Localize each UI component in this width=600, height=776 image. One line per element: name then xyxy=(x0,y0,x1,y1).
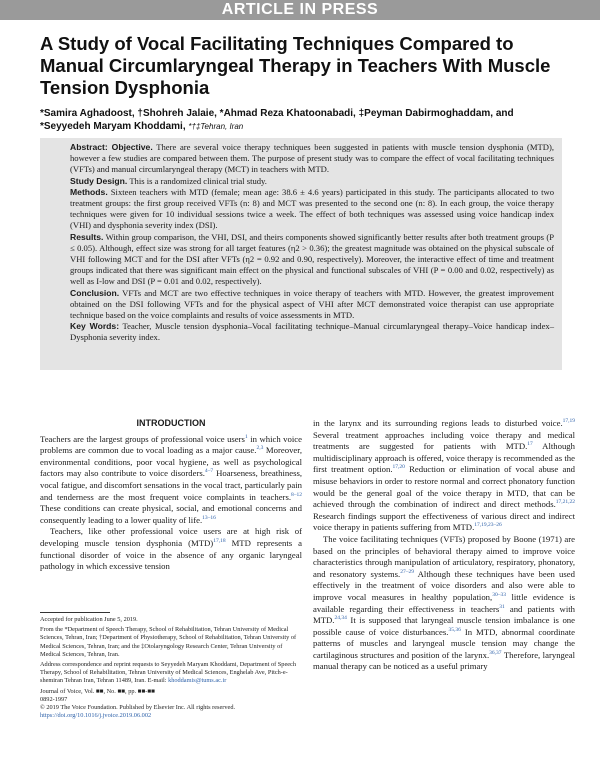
citation-superscript[interactable]: 31 xyxy=(499,603,505,610)
citation-superscript[interactable]: 2,3 xyxy=(256,445,264,452)
citation-superscript[interactable]: 17,21,22 xyxy=(555,499,575,506)
text-run: in the larynx and its surrounding regions leads to disturbed voice. xyxy=(313,418,563,428)
footnotes xyxy=(40,616,302,720)
intro-paragraph-4 xyxy=(313,534,575,673)
citation-superscript[interactable]: 4–7 xyxy=(204,468,214,475)
abstract-objective-label: Abstract: Objective. xyxy=(70,142,153,152)
article-title: A Study of Vocal Facilitating Techniques Compared to Manual Circumlaryngeal Therapy in Teachers With Muscle Tension Dysphonia xyxy=(40,33,551,98)
introduction-heading: INTRODUCTION xyxy=(136,418,206,428)
footnote-issn: 0892-1997 xyxy=(40,695,68,703)
text-run: Research findings support the effectiveness of various direct and indirect voice therapy in patients suffering from MTD. xyxy=(313,510,575,533)
abstract-design xyxy=(70,176,554,187)
citation-superscript[interactable]: 30–33 xyxy=(492,592,506,599)
footnote-divider xyxy=(40,612,110,613)
abstract-results xyxy=(70,232,554,288)
abstract-methods-text: Sixteen teachers with MTD (female; mean age: 38.6 ± 4.6 years) participated in this study. The participants allocated to two treatment groups: the first group received VFTs (n: 8) and MCT was presented to the second one (n: 8). In each group, the voice therapy techniques were given for 10 individual sessions twice a week. The effect of both techniques was assessed using voice handicap index (VHI) and dysphonia severity index (DSI). xyxy=(70,186,554,231)
intro-paragraph-1 xyxy=(40,434,302,527)
footnote-address-text: Address correspondence and reprint requests to Seyyedeh Maryam Khoddami, Department of Speech Therapy, School of Rehabilitation, Tehran University of Medical Sciences, Enghelab Ave, Pitch-e-shemiran Tehran Iran, Tehran 11489, Iran. xyxy=(40,661,296,685)
text-run: Teachers are the largest groups of professional voice users xyxy=(40,433,245,444)
citation-superscript[interactable]: 13–16 xyxy=(202,514,216,521)
author-line-2-names: *Seyyedeh Maryam Khoddami, xyxy=(40,121,186,132)
abstract-methods xyxy=(70,187,554,232)
text-run: Hoarseness, breathiness, vocal fatigue, and discomfort sensations in the vocal tract, particularly pain and tenderness are the most frequent voice complaints in teachers. xyxy=(40,468,302,502)
footnote-accepted: Accepted for publication June 5, 2019. xyxy=(40,616,138,623)
citation-superscript[interactable]: 8–12 xyxy=(291,491,302,498)
abstract-keywords-text: Teacher, Muscle tension dysphonia–Vocal facilitating technique–Manual circumlaryngeal therapy–Voice handicap index–Dysphonia severity index. xyxy=(70,321,554,343)
text-run: In MTD, abnormal coordinate patterns of muscles and laryngeal muscle tension may change the cartilaginous structures and position of the larynx. xyxy=(313,626,576,660)
abstract-results-label: Results. xyxy=(70,231,104,242)
text-run: Several treatment approaches including voice therapy and medical treatments are suggested for patients with MTD. xyxy=(313,429,575,452)
citation-superscript[interactable]: 35,36 xyxy=(448,626,461,633)
citation-superscript[interactable]: 17,19 xyxy=(562,418,575,425)
abstract-keywords xyxy=(70,321,554,343)
citation-superscript[interactable]: 27–29 xyxy=(400,568,414,575)
footnote-email-link[interactable]: khoddamis@tums.ac.ir xyxy=(168,677,227,685)
text-run: Therefore, laryngeal manual therapy can be noticed as a useful primary xyxy=(313,649,576,672)
text-run: in which voice problems are common due to vocal loading as a major cause. xyxy=(40,433,302,456)
footnote-affiliations: From the *Department of Speech Therapy, School of Rehabilitation, Tehran University of Medical Sciences, Tehran, Iran; †Department of Physiotherapy, School of Rehabilitation, Tehran University of Medical Sciences, Tehran, Iran; and the ‡Otolaryngology Research Center, Tehran University of Medical Sciences, Tehran, Iran. xyxy=(40,626,297,658)
citation-superscript[interactable]: 17,18 xyxy=(213,538,226,545)
intro-paragraph-2 xyxy=(40,526,302,572)
footnote-doi-link[interactable]: https://doi.org/10.1016/j.jvoice.2019.06.002 xyxy=(40,712,152,720)
citation-superscript[interactable]: 17,19,23–26 xyxy=(474,522,502,529)
footnote-journal xyxy=(40,688,302,721)
footnote-email-label: E-mail: xyxy=(147,677,167,685)
author-list xyxy=(40,107,570,133)
text-run: Although multidisciplinary approach is offered, voice therapy is recommended as the first treatment option. xyxy=(313,441,575,475)
author-line-1: *Samira Aghadoost, †Shohreh Jalaie, *Ahmad Reza Khatoonabadi, ‡Peyman Dabirmoghaddam, and xyxy=(40,108,514,119)
text-run: Teachers, like other professional voice users are at high risk of developing muscle tension dysphonia (MTD) xyxy=(40,526,302,548)
citation-superscript[interactable]: 1 xyxy=(244,433,248,440)
abstract-results-text: Within group comparison, the VHI, DSI, and theirs components showed significantly better results after both treatment groups (P ≤ 0.05). Although, effect size was strong for all target features (η2 > 0.36); the greatest magnitude was obtained on the physical subscale of VHI following MCT and for the DSI after VFTs (η2 = 0.92 and 0.90, respectively). Moreover, the interactive effect of time and treatment groups indicated that there was significant main effect on the physical and functional subscales of VHI (P = 0.00 and 0.02, respectively) as well as I-low and DSI (P = 0.01 and 0.02, respectively). xyxy=(70,231,554,287)
left-column xyxy=(40,418,302,573)
footnote-address xyxy=(40,661,302,686)
abstract-objective-text: There are several voice therapy techniques been suggested in patients with muscle tension dysphonia (MTD), however a few studies are compared between them. The purpose of present study was to compare the effect of vocal facilitating techniques (VFTs) and manual circumlaryngeal therapy (MCT) in teachers with MTD. xyxy=(70,142,554,175)
abstract-conclusion-label: Conclusion. xyxy=(70,287,120,298)
author-line-2 xyxy=(40,120,570,133)
text-run: MTD represents a functional disorder of voice in the absence of any organic laryngeal pathology in which excessive tension xyxy=(40,537,302,572)
footnote-copyright: © 2019 The Voice Foundation. Published by Elsevier Inc. All rights reserved. xyxy=(40,704,236,712)
abstract-conclusion-text: VFTs and MCT are two effective techniques in voice therapy of teachers with MTD. However, the greatest improvement obtained on the DSI following VFTs and for the physical aspect of VHI after MCT demonstrated voice therapist can use appropriate technique based on the voice complaints and results of voice assessments in MTD. xyxy=(70,287,554,321)
text-run: Reduction or elimination of vocal abuse and misuse behaviors in order to restore normal and correct phonatory function would be the general goal of the voice therapy in MTD, that can be achieved through the combination of indirect and direct methods. xyxy=(313,464,576,510)
intro-paragraph-3 xyxy=(313,418,575,534)
abstract-conclusion xyxy=(70,288,554,322)
abstract-design-label: Study Design. xyxy=(70,175,128,186)
footnote-journal-text: Journal of Voice, Vol. ■■, No. ■■, pp. ■■-■■ xyxy=(40,687,155,695)
text-run: The voice facilitating techniques (VFTs) proposed by Boone (1971) are based on the principles of behavioral therapy aimed to improve voice characteristics through manipulation of articulatory, respiratory, phonatory, and resonatory systems. xyxy=(313,533,575,579)
citation-superscript[interactable]: 24,34 xyxy=(334,615,347,622)
abstract-keywords-label: Key Words: xyxy=(70,321,120,332)
article-in-press-banner: ARTICLE IN PRESS xyxy=(0,0,600,20)
abstract-methods-label: Methods. xyxy=(70,186,108,197)
abstract-design-text: This is a randomized clinical trial study. xyxy=(129,175,267,186)
right-column xyxy=(313,418,575,673)
text-run: Although these techniques have been used effectively in the treatment of voice disorders and also were able to improve vocal measures in healthy population, xyxy=(313,568,575,602)
text-run: Moreover, environmental conditions, poor vocal hygiene, as well as psychological factors may also contribute to voice disorders. xyxy=(40,445,302,479)
text-run: These conditions can create physical, social, and emotional concerns and consequently leading to a lower quality of life. xyxy=(40,503,302,525)
citation-superscript[interactable]: 17 xyxy=(527,441,533,448)
text-run: little evidence is available regarding their effectiveness in teachers xyxy=(313,591,576,614)
abstract-box xyxy=(40,138,562,370)
author-location: *†‡Tehran, Iran xyxy=(188,122,244,131)
citation-superscript[interactable]: 17,20 xyxy=(392,464,405,471)
citation-superscript[interactable]: 36,37 xyxy=(489,649,502,656)
text-run: It is supposed that laryngeal muscle tension imbalance is one possible cause of voice disturbances. xyxy=(313,615,575,637)
text-run: and patients with MTD. xyxy=(313,603,575,626)
abstract-objective xyxy=(70,142,554,176)
